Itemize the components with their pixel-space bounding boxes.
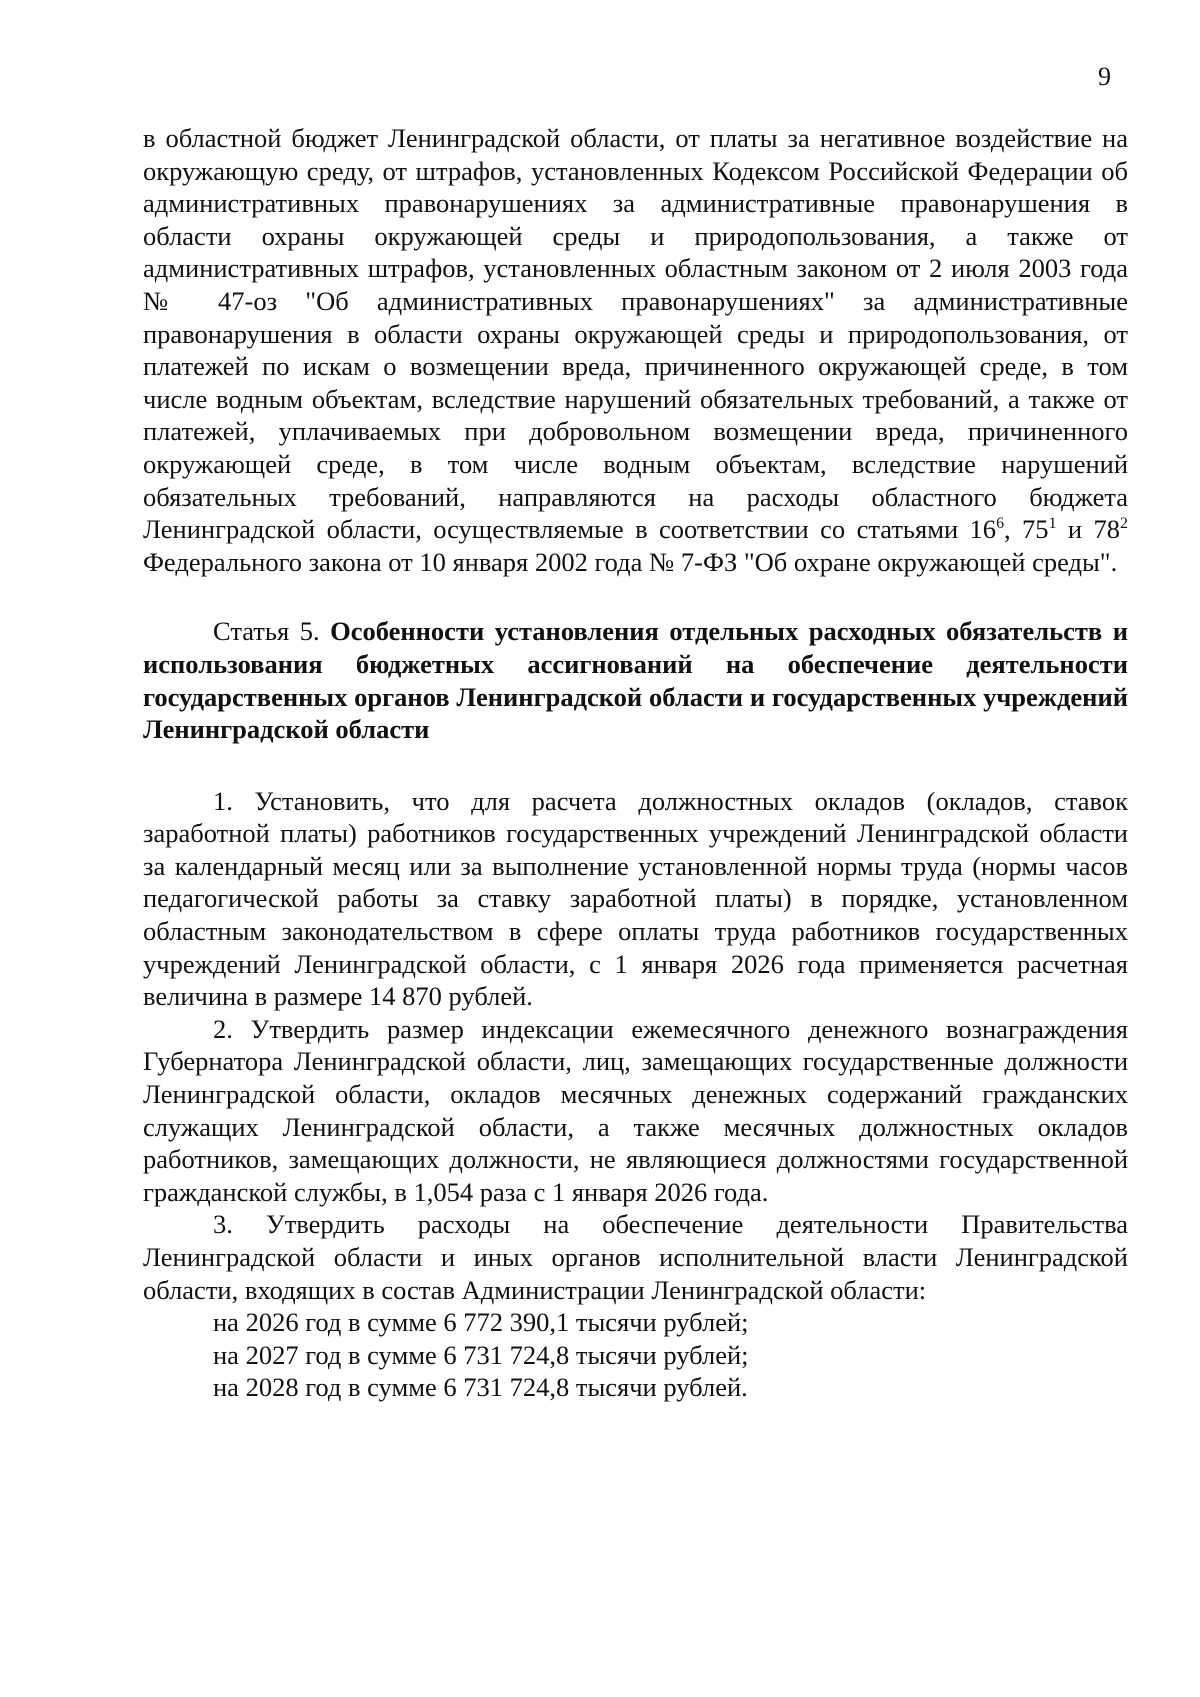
paragraph-text: в областной бюджет Ленинградской области, от платы за негативное воздействие на окружающую среду, от штрафов, установленных Кодексом Российской Федерации об административных правонарушениях за административные правонарушения в области охраны окружающей среды и природопользования, а также от административных штрафов, установленных областным законом от 2 июля 2003 года № 47-оз "Об административных правонарушениях" за административные правонарушения в области охраны окружающей среды и природопользования, от платежей по искам о возмещении вреда, причиненного окружающей среде, в том числе водным объектам, вследствие нарушений обязательных требований, а также от платежей, уплачиваемых при добровольном возмещении вреда, причиненного окружающей среде, в том числе водным объектам, вследствие нарушений обязательных требований, направляются на расходы областного бюджета Ленинградской области, осуществляемые в соответствии со статьями 16 [143,123,1128,545]
amount-line: на 2026 год в сумме 6 772 390,1 тысячи рублей; [213,1307,749,1338]
paragraph-text: и 78 [1056,514,1121,545]
document-body [143,122,1128,1404]
list-item: 3. Утвердить расходы на обеспечение деятельности Правительства Ленинградской области и иных органов исполнительной власти Ленинградской области, входящих в состав Администрации Ленинградской области: [143,1209,1128,1305]
article-heading [143,615,1128,745]
paragraph-text: Федерального закона от 10 января 2002 года № 7-ФЗ "Об охране окружающей среды". [143,546,1118,577]
superscript: 2 [1120,515,1128,533]
amount-line: на 2028 год в сумме 6 731 724,8 тысячи рублей. [213,1372,748,1403]
list-item: 2. Утвердить размер индексации ежемесячного денежного вознаграждения Губернатора Ленинградской области, лиц, замещающих государственные должности Ленинградской области, окладов месячных денежных содержаний гражданских служащих Ленинградской области, а также месячных должностных окладов работников, замещающих должности, не являющиеся должностями государственной гражданской службы, в 1,054 раза с 1 января 2026 года. [143,1013,1128,1207]
amount-line: на 2027 год в сумме 6 731 724,8 тысячи рублей; [213,1339,749,1370]
superscript: 6 [996,515,1005,533]
article-title: Особенности установления отдельных расходных обязательств и использования бюджетных ассигнований на обеспечение деятельности государственных органов Ленинградской области и государственных учреждений Ленинградской области [143,616,1128,745]
article-label: Статья 5. [213,616,331,647]
paragraph-text: , 75 [1004,514,1049,545]
page-number: 9 [1098,62,1111,91]
list-item: 1. Установить, что для расчета должностных окладов (окладов, ставок заработной платы) работников государственных учреждений Ленинградской области за календарный месяц или за выполнение установленной нормы труда (нормы часов педагогической работы за ставку заработной платы) в порядке, установленном областным законодательством в сфере оплаты труда работников государственных учреждений Ленинградской области, с 1 января 2026 года применяется расчетная величина в размере 14 870 рублей. [143,785,1128,1012]
continuation-paragraph [143,122,1128,578]
superscript: 1 [1048,515,1057,533]
